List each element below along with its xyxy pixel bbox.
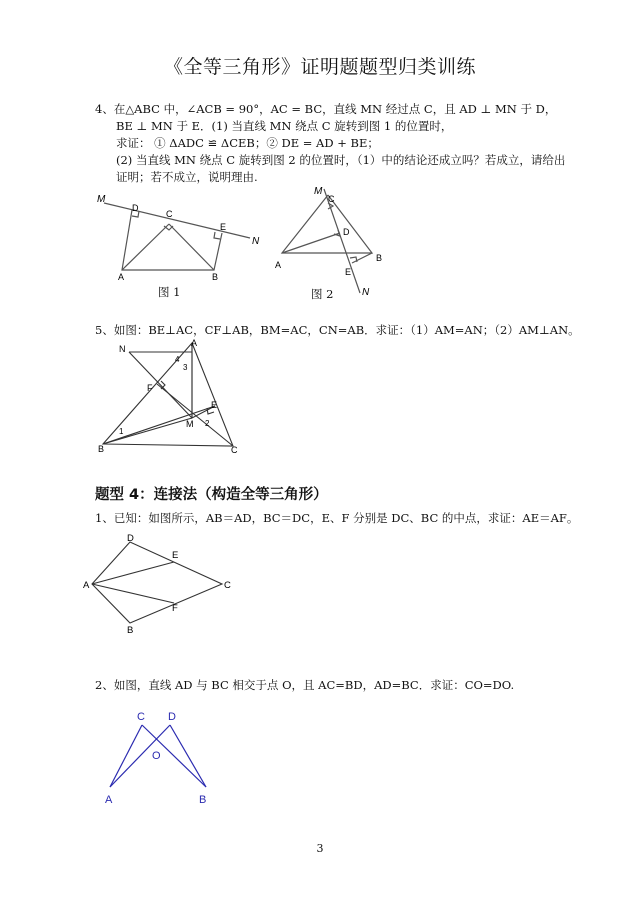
- label-c: C: [328, 194, 335, 204]
- q5-text: 5、如图：BE⊥AC，CF⊥AB，BM=AC，CN=AB．求证：（1）AM=AN；（2）AM⊥AN。: [95, 323, 580, 337]
- label-e: E: [220, 222, 227, 232]
- label-b: B: [127, 625, 134, 634]
- section-heading: 题型 4：连接法（构造全等三角形）: [95, 487, 328, 503]
- label-b: B: [212, 272, 219, 282]
- label-f: F: [147, 383, 153, 393]
- label-e: E: [345, 267, 352, 277]
- segment-ac: [110, 725, 142, 787]
- s2-text: 2、如图，直线 AD 与 BC 相交于点 O，且 AC=BD，AD=BC．求证：CO=DO.: [95, 678, 515, 692]
- label-c: C: [137, 711, 145, 723]
- q4-line-4: (2) 当直线 MN 绕点 C 旋转到图 2 的位置时，（1）中的结论还成立吗？若成立，请给出: [116, 153, 566, 167]
- segment-be: [352, 253, 372, 263]
- figure-1: [92, 190, 272, 300]
- figure-2-caption: 图 2: [311, 287, 334, 301]
- label-4: 4: [175, 355, 180, 364]
- label-n: N: [362, 287, 370, 298]
- label-1: 1: [119, 427, 124, 436]
- line-mn: [324, 189, 360, 293]
- label-3: 3: [183, 363, 188, 372]
- figure-s2: [98, 705, 222, 809]
- label-a: A: [105, 794, 113, 806]
- q4-line-3: 求证： ① ΔADC ≌ ΔCEB；② DE = AD + BE；: [116, 136, 379, 150]
- label-o: O: [152, 750, 161, 762]
- q4-line-1: 4、在△ABC 中，∠ACB = 90°，AC = BC，直线 MN 经过点 C，且 AD ⊥ MN 于 D，: [95, 102, 557, 116]
- label-b: B: [376, 253, 383, 263]
- segment-bd: [170, 725, 206, 787]
- label-m: M: [314, 186, 323, 197]
- segment-af: [92, 584, 174, 603]
- figure-2: [272, 183, 400, 299]
- label-b: B: [98, 444, 105, 454]
- label-a: A: [83, 580, 90, 591]
- segment-ae: [92, 562, 174, 584]
- label-a: A: [275, 260, 282, 270]
- label-a: A: [118, 272, 125, 282]
- label-d: D: [168, 711, 176, 723]
- label-m: M: [97, 194, 106, 205]
- segment-bm: [103, 418, 192, 444]
- label-d: D: [343, 227, 350, 237]
- segment-ad: [110, 725, 170, 787]
- label-e: E: [172, 550, 179, 561]
- segment-bc: [169, 224, 214, 270]
- label-2: 2: [205, 419, 210, 428]
- page-title: 《全等三角形》证明题题型归类训练: [163, 56, 476, 78]
- s1-text: 1、已知：如图所示，AB＝AD，BC＝DC，E、F 分别是 DC、BC 的中点，求证：AE＝AF。: [95, 511, 579, 525]
- label-e: E: [211, 400, 218, 410]
- label-n: N: [252, 236, 260, 247]
- label-a: A: [191, 338, 198, 348]
- right-angle-e: [214, 232, 220, 239]
- figure-1-caption: 图 1: [158, 285, 181, 299]
- label-c: C: [166, 209, 173, 219]
- label-d: D: [127, 533, 134, 544]
- label-b: B: [199, 794, 207, 806]
- segment-ad: [282, 233, 340, 253]
- label-d: D: [132, 203, 139, 213]
- quad-abcd: [92, 542, 222, 623]
- figure-s1: [80, 530, 240, 634]
- label-c: C: [231, 445, 238, 455]
- segment-cf: [157, 384, 233, 446]
- figure-q5: [95, 338, 245, 458]
- label-m: M: [186, 419, 194, 429]
- page-number: 3: [316, 842, 324, 855]
- label-c: C: [224, 580, 231, 591]
- q4-line-5: 证明；若不成立，说明理由.: [116, 170, 258, 184]
- label-f: F: [172, 603, 178, 614]
- triangle-abc: [282, 195, 372, 253]
- segment-nm: [129, 352, 192, 418]
- q4-line-2: BE ⊥ MN 于 E．(1) 当直线 MN 绕点 C 旋转到图 1 的位置时，: [116, 119, 453, 133]
- label-n: N: [119, 344, 126, 354]
